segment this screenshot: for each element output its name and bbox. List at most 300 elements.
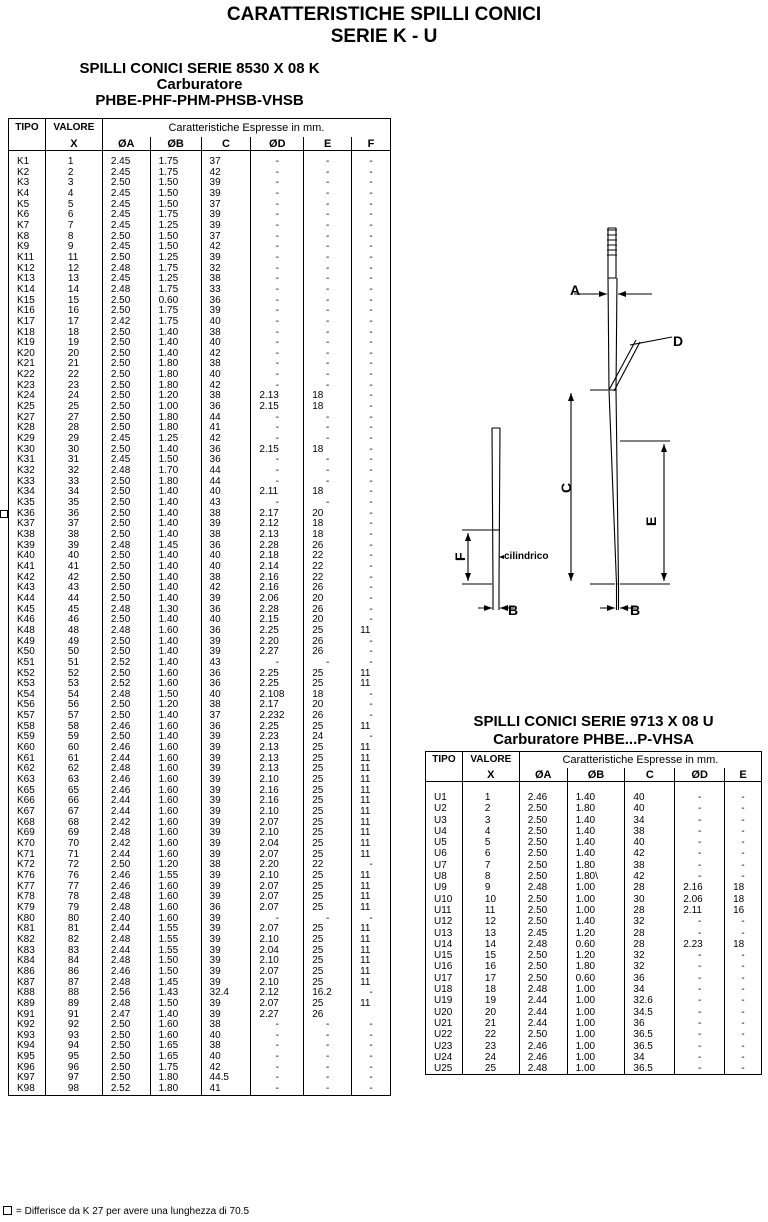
table-cell: 59: [45, 732, 102, 743]
table-cell: 77: [45, 882, 102, 893]
table-cell: -: [251, 1063, 304, 1074]
table-cell: 42: [201, 583, 251, 594]
table-cell: 0.60: [567, 973, 625, 984]
table-row: [9, 1052, 391, 1063]
table-cell: 39: [201, 210, 251, 221]
table-cell: K44: [17, 592, 35, 604]
table-cell: 11: [352, 679, 391, 690]
table-cell: -: [251, 178, 304, 189]
table-cell: 2.52: [102, 679, 150, 690]
table-cell: 20: [304, 509, 352, 520]
table-cell: 2.07: [251, 903, 304, 914]
table-cell: K81: [17, 923, 35, 935]
table-cell: 2.45: [102, 274, 150, 285]
table-cell: 2.16: [251, 796, 304, 807]
table-cell: -: [251, 151, 304, 168]
table-cell: 88: [45, 988, 102, 999]
table-cell: 2.56: [102, 988, 150, 999]
table-row: [426, 782, 762, 804]
table-cell: 11: [352, 828, 391, 839]
table-cell: 25: [304, 669, 352, 680]
table-cell: 32: [625, 961, 675, 972]
table-cell: 1.40: [567, 826, 625, 837]
table-cell: -: [352, 509, 391, 520]
table-row: [9, 200, 391, 211]
table-cell: 8: [45, 232, 102, 243]
table-cell: 32: [45, 466, 102, 477]
table-cell: K50: [17, 646, 35, 658]
table-cell: -: [352, 242, 391, 253]
table-cell: 1.80: [150, 1073, 201, 1084]
table-cell: 1.50: [150, 956, 201, 967]
table-cell: 25: [304, 882, 352, 893]
diagram-label-f: F: [452, 552, 468, 561]
table-cell: 36: [625, 973, 675, 984]
table-cell: K45: [17, 603, 35, 615]
table-cell: K56: [17, 699, 35, 711]
table-cell: 2.48: [102, 903, 150, 914]
table-cell: 42: [45, 573, 102, 584]
cylindrical-needle-drawing: [492, 428, 500, 610]
table-cell: 2.50: [102, 445, 150, 456]
table-cell: 39: [201, 594, 251, 605]
table-cell: 15: [45, 296, 102, 307]
table-cell: -: [352, 1052, 391, 1063]
table-cell: -: [251, 1031, 304, 1042]
table-cell: 32: [201, 264, 251, 275]
table-cell: 1.40: [150, 637, 201, 648]
table-cell: 63: [45, 775, 102, 786]
table-cell: 1.20: [150, 700, 201, 711]
table-cell: 42: [625, 848, 675, 859]
table-cell: 13: [45, 274, 102, 285]
table-cell: -: [304, 455, 352, 466]
table-cell: 18: [725, 894, 762, 905]
table-cell: 1.20: [567, 950, 625, 961]
table-cell: -: [352, 477, 391, 488]
table-cell: -: [251, 455, 304, 466]
table-cell: 2.16: [251, 786, 304, 797]
table-cell: 2.44: [102, 924, 150, 935]
table-cell: K76: [17, 869, 35, 881]
table-cell: 1.50: [150, 232, 201, 243]
table-cell: -: [675, 803, 725, 814]
table-cell: 32.4: [201, 988, 251, 999]
table-cell: K12: [17, 262, 35, 274]
table-row: [9, 722, 391, 733]
table-cell: 1.80: [567, 961, 625, 972]
table-cell: 23: [462, 1041, 519, 1052]
table-cell: 11: [45, 253, 102, 264]
table-cell: K33: [17, 475, 35, 487]
table-cell: -: [675, 1063, 725, 1075]
table-cell: 22: [304, 860, 352, 871]
table-row: [9, 882, 391, 893]
table-cell: -: [251, 210, 304, 221]
table-row: [9, 306, 391, 317]
table-cell: K93: [17, 1029, 35, 1041]
table-cell: 2.44: [102, 754, 150, 765]
table-row: [9, 509, 391, 520]
table-row: [9, 850, 391, 861]
table-cell: -: [251, 1073, 304, 1084]
table-cell: 1.40: [150, 573, 201, 584]
table-cell: 54: [45, 690, 102, 701]
table-cell: 15: [462, 950, 519, 961]
table-row: [9, 978, 391, 989]
table-cell: 1.80: [567, 860, 625, 871]
table-cell: -: [352, 391, 391, 402]
table-cell: K13: [17, 273, 35, 285]
table-cell: 22: [304, 551, 352, 562]
table-cell: 1.80: [150, 370, 201, 381]
table-cell: 2.44: [102, 850, 150, 861]
table-cell: 2.46: [102, 786, 150, 797]
table-cell: 25: [304, 754, 352, 765]
table-cell: 32: [625, 916, 675, 927]
table-cell: K72: [17, 859, 35, 871]
table-cell: 40: [201, 317, 251, 328]
table-cell: 40: [625, 803, 675, 814]
table-cell: K62: [17, 763, 35, 775]
table-cell: 1.50: [150, 999, 201, 1010]
table-row: [426, 939, 762, 950]
table-cell: -: [352, 168, 391, 179]
diagram-label-cilindrico: cilindrico: [504, 551, 549, 562]
table-cell: 38: [201, 530, 251, 541]
table-cell: 48: [45, 626, 102, 637]
table-cell: 2.50: [102, 1052, 150, 1063]
table-cell: 2.13: [251, 764, 304, 775]
u-header-b: ØB: [567, 768, 625, 782]
table-cell: 34.5: [625, 1007, 675, 1018]
table-cell: 1.40: [150, 615, 201, 626]
table-cell: 39: [201, 743, 251, 754]
table-cell: -: [304, 370, 352, 381]
table-cell: 2.50: [102, 328, 150, 339]
table-cell: K57: [17, 710, 35, 722]
table-cell: -: [675, 916, 725, 927]
table-cell: 14: [462, 939, 519, 950]
table-row: [9, 1020, 391, 1031]
table-cell: -: [352, 221, 391, 232]
table-cell: -: [251, 264, 304, 275]
table-cell: K48: [17, 624, 35, 636]
table-cell: 62: [45, 764, 102, 775]
table-cell: -: [352, 732, 391, 743]
table-row: [9, 999, 391, 1010]
table-cell: 2.48: [102, 285, 150, 296]
table-cell: 2.40: [102, 914, 150, 925]
table-cell: 5: [462, 837, 519, 848]
table-cell: 40: [625, 782, 675, 804]
table-cell: -: [251, 370, 304, 381]
table-cell: K87: [17, 976, 35, 988]
table-cell: 25: [304, 775, 352, 786]
table-cell: -: [725, 984, 762, 995]
table-cell: 2.50: [102, 253, 150, 264]
table-cell: 25: [304, 871, 352, 882]
table-cell: 1.50: [150, 178, 201, 189]
table-cell: 1.20: [150, 391, 201, 402]
table-cell: 1.00: [150, 402, 201, 413]
table-cell: 2.07: [251, 882, 304, 893]
table-row: [9, 445, 391, 456]
table-cell: 11: [352, 754, 391, 765]
table-row: [9, 328, 391, 339]
table-cell: -: [352, 637, 391, 648]
table-row: [9, 402, 391, 413]
table-row: [9, 359, 391, 370]
table-cell: 0.60: [150, 296, 201, 307]
table-cell: 2.50: [519, 871, 567, 882]
table-cell: -: [675, 961, 725, 972]
table-cell: 46: [45, 615, 102, 626]
table-cell: 26: [304, 541, 352, 552]
table-cell: 20: [462, 1007, 519, 1018]
table-cell: 16.2: [304, 988, 352, 999]
table-cell: K60: [17, 742, 35, 754]
table-cell: 2.25: [251, 626, 304, 637]
table-cell: 38: [201, 1041, 251, 1052]
table-cell: 1.20: [150, 860, 201, 871]
table-cell: K42: [17, 571, 35, 583]
table-cell: 20: [304, 594, 352, 605]
table-cell: 28: [625, 905, 675, 916]
table-cell: K82: [17, 933, 35, 945]
table-cell: 28: [625, 882, 675, 893]
table-cell: 8: [462, 871, 519, 882]
table-cell: 39: [201, 967, 251, 978]
table-cell: 1: [45, 151, 102, 168]
table-cell: K23: [17, 379, 35, 391]
table-cell: 1.60: [150, 850, 201, 861]
table-row: [9, 647, 391, 658]
table-cell: 1.60: [150, 1031, 201, 1042]
table-cell: 1.60: [150, 828, 201, 839]
table-cell: 2.50: [102, 338, 150, 349]
table-cell: 39: [201, 850, 251, 861]
table-cell: -: [352, 551, 391, 562]
k-series-table: [8, 118, 391, 1096]
table-cell: 9: [462, 882, 519, 893]
table-cell: K92: [17, 1019, 35, 1031]
table-cell: 2.50: [102, 498, 150, 509]
table-cell: 2.45: [102, 434, 150, 445]
table-cell: -: [251, 1041, 304, 1052]
table-cell: 26: [304, 605, 352, 616]
table-cell: -: [304, 477, 352, 488]
table-cell: 7: [462, 860, 519, 871]
table-cell: 25: [304, 935, 352, 946]
table-cell: 1.40: [150, 519, 201, 530]
table-cell: K3: [17, 177, 30, 189]
table-cell: U25: [434, 1063, 453, 1075]
table-cell: 1.60: [150, 807, 201, 818]
table-cell: 5: [45, 200, 102, 211]
table-cell: 2.45: [102, 221, 150, 232]
table-cell: U15: [434, 950, 453, 962]
table-cell: -: [675, 815, 725, 826]
table-cell: 96: [45, 1063, 102, 1074]
table-cell: 40: [201, 615, 251, 626]
table-cell: 36.5: [625, 1041, 675, 1052]
table-cell: -: [725, 1029, 762, 1040]
table-cell: 43: [201, 498, 251, 509]
table-cell: 1.75: [150, 151, 201, 168]
table-cell: 36: [201, 605, 251, 616]
k-header-x: X: [45, 137, 102, 151]
table-cell: 2.50: [102, 423, 150, 434]
table-cell: -: [352, 1041, 391, 1052]
table-row: [9, 242, 391, 253]
table-cell: 2.25: [251, 669, 304, 680]
table-cell: 30: [625, 894, 675, 905]
table-cell: 1.00: [567, 1007, 625, 1018]
table-row: [426, 815, 762, 826]
table-cell: -: [352, 615, 391, 626]
table-cell: -: [725, 973, 762, 984]
table-row: [9, 669, 391, 680]
table-cell: -: [675, 973, 725, 984]
table-cell: 34: [45, 487, 102, 498]
table-cell: 28: [625, 939, 675, 950]
table-cell: 70: [45, 839, 102, 850]
table-row: [9, 296, 391, 307]
table-cell: 11: [462, 905, 519, 916]
table-cell: K25: [17, 401, 35, 413]
table-cell: 2.10: [251, 871, 304, 882]
table-row: [9, 946, 391, 957]
diagram-label-b-left: B: [508, 602, 519, 618]
table-cell: 2.46: [102, 871, 150, 882]
table-cell: U18: [434, 984, 453, 996]
table-cell: 25: [304, 764, 352, 775]
table-cell: 40: [201, 690, 251, 701]
table-cell: -: [352, 210, 391, 221]
table-row: [9, 530, 391, 541]
table-cell: -: [352, 274, 391, 285]
table-cell: 2.50: [519, 1029, 567, 1040]
table-cell: 2.50: [519, 973, 567, 984]
table-cell: 39: [201, 306, 251, 317]
table-cell: 2.48: [519, 984, 567, 995]
table-row: [9, 988, 391, 999]
table-cell: 36: [201, 722, 251, 733]
table-cell: -: [725, 995, 762, 1006]
table-cell: 18: [304, 402, 352, 413]
table-cell: 2.48: [519, 939, 567, 950]
table-cell: -: [352, 1020, 391, 1031]
page-title: CARATTERISTICHE SPILLI CONICI: [226, 4, 542, 25]
table-cell: -: [251, 498, 304, 509]
table-cell: -: [352, 583, 391, 594]
table-cell: 1.60: [150, 743, 201, 754]
table-cell: 1.40: [567, 837, 625, 848]
table-cell: 24: [304, 732, 352, 743]
table-cell: U17: [434, 972, 453, 984]
table-cell: 1.60: [150, 882, 201, 893]
table-cell: -: [251, 189, 304, 200]
table-cell: 1.70: [150, 466, 201, 477]
table-cell: 40: [45, 551, 102, 562]
table-cell: K16: [17, 305, 35, 317]
table-row: [9, 679, 391, 690]
table-cell: 30: [45, 445, 102, 456]
table-cell: 95: [45, 1052, 102, 1063]
table-cell: 1.40: [567, 782, 625, 804]
table-cell: 42: [201, 349, 251, 360]
table-cell: 2.14: [251, 562, 304, 573]
table-cell: 1.40: [150, 338, 201, 349]
table-cell: -: [304, 200, 352, 211]
table-cell: 36: [201, 455, 251, 466]
table-cell: 26: [304, 711, 352, 722]
table-cell: 2.48: [102, 605, 150, 616]
table-row: [9, 1084, 391, 1095]
k-header-d: ØD: [251, 137, 304, 151]
table-cell: 1.40: [150, 711, 201, 722]
table-row: [426, 995, 762, 1006]
table-cell: 82: [45, 935, 102, 946]
table-row: [9, 487, 391, 498]
u-header-c: C: [625, 768, 675, 782]
table-cell: 2.50: [102, 509, 150, 520]
table-cell: -: [251, 242, 304, 253]
table-row: [9, 786, 391, 797]
table-cell: 87: [45, 978, 102, 989]
table-cell: -: [352, 455, 391, 466]
table-cell: -: [304, 253, 352, 264]
table-cell: -: [251, 328, 304, 339]
table-cell: 1.00: [567, 984, 625, 995]
table-cell: -: [251, 477, 304, 488]
table-cell: -: [251, 359, 304, 370]
table-cell: 2.07: [251, 924, 304, 935]
table-cell: 1.40: [150, 594, 201, 605]
table-row: [9, 551, 391, 562]
table-cell: K70: [17, 838, 35, 849]
table-cell: 2.50: [102, 232, 150, 243]
table-cell: 2.20: [251, 860, 304, 871]
table-cell: -: [304, 423, 352, 434]
table-cell: 43: [45, 583, 102, 594]
table-cell: 38: [201, 1020, 251, 1031]
table-cell: 2.42: [102, 839, 150, 850]
table-cell: -: [304, 658, 352, 669]
table-cell: 2.50: [102, 732, 150, 743]
table-cell: 40: [201, 1031, 251, 1042]
table-cell: -: [725, 871, 762, 882]
table-row: [426, 1052, 762, 1063]
table-cell: 11: [352, 722, 391, 733]
table-cell: -: [304, 466, 352, 477]
table-cell: 38: [201, 573, 251, 584]
table-cell: 2.50: [102, 413, 150, 424]
table-cell: 1.75: [150, 317, 201, 328]
table-cell: 2.50: [519, 916, 567, 927]
table-cell: -: [725, 782, 762, 804]
table-cell: 1.00: [567, 1029, 625, 1040]
table-cell: -: [725, 826, 762, 837]
table-cell: 18: [304, 445, 352, 456]
table-cell: 2.25: [251, 722, 304, 733]
table-cell: 2.50: [102, 637, 150, 648]
table-cell: -: [352, 519, 391, 530]
table-cell: 2.18: [251, 551, 304, 562]
table-cell: 39: [201, 178, 251, 189]
table-cell: 2.48: [519, 882, 567, 893]
